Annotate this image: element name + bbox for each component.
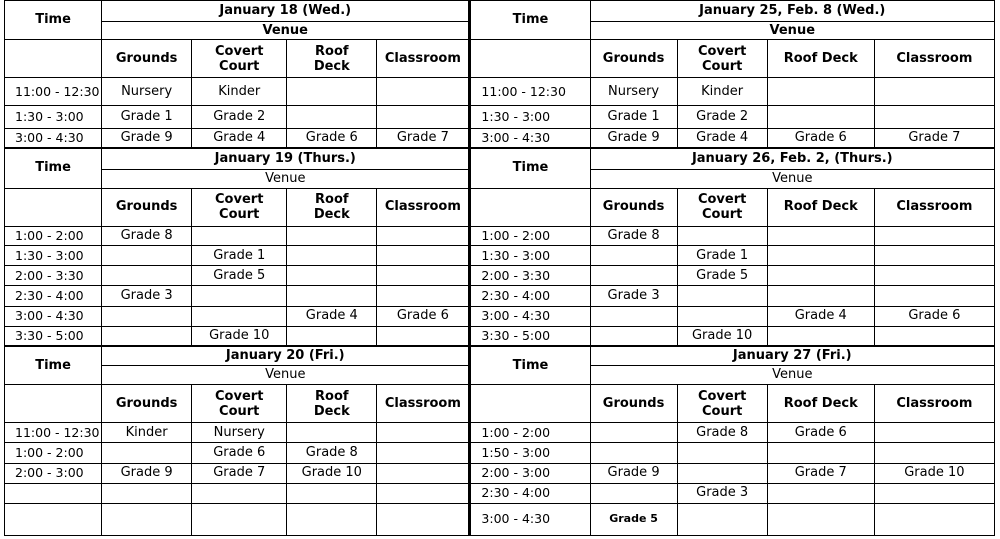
covert-cell bbox=[192, 227, 287, 246]
covert-cell: Grade 10 bbox=[192, 326, 287, 346]
time-header-blank bbox=[470, 385, 590, 423]
classroom-header: Classroom bbox=[377, 188, 470, 226]
classroom-cell bbox=[377, 463, 470, 483]
grounds-cell: Grade 5 bbox=[590, 503, 677, 535]
covert-cell bbox=[677, 443, 767, 463]
classroom-cell bbox=[874, 78, 994, 106]
grounds-cell bbox=[102, 306, 192, 326]
covert-court-header bbox=[192, 40, 287, 78]
grounds-cell bbox=[590, 306, 677, 326]
roof-cell bbox=[767, 443, 874, 463]
classroom-cell bbox=[377, 106, 470, 129]
table-row bbox=[5, 443, 995, 463]
classroom-header: Classroom bbox=[874, 188, 994, 226]
covert-court-header bbox=[192, 188, 287, 226]
grounds-cell: Grade 1 bbox=[102, 106, 192, 129]
classroom-cell: Grade 10 bbox=[874, 463, 994, 483]
covert-cell bbox=[192, 286, 287, 306]
time-header: Time bbox=[5, 346, 102, 384]
classroom-cell bbox=[874, 106, 994, 129]
date-heading: January 27 (Fri.) bbox=[590, 346, 994, 365]
time-slot: 3:00 - 4:30 bbox=[5, 129, 102, 148]
header-line: Roof bbox=[315, 43, 349, 59]
grounds-cell: Grade 3 bbox=[590, 286, 677, 306]
time-header-blank bbox=[470, 188, 590, 226]
classroom-cell bbox=[377, 423, 470, 443]
roof-cell bbox=[767, 266, 874, 286]
time-header: Time bbox=[470, 1, 590, 40]
venue-label: Venue bbox=[102, 169, 470, 188]
grounds-cell bbox=[590, 246, 677, 266]
table-row bbox=[5, 227, 995, 246]
grounds-header: Grounds bbox=[102, 385, 192, 423]
time-header: Time bbox=[5, 1, 102, 40]
time-slot: 11:00 - 12:30 bbox=[5, 423, 102, 443]
covert-cell: Grade 1 bbox=[677, 246, 767, 266]
covert-cell bbox=[192, 503, 287, 535]
header-line: Deck bbox=[313, 58, 350, 74]
roof-cell bbox=[287, 266, 377, 286]
roof-cell bbox=[767, 286, 874, 306]
time-header-blank bbox=[5, 40, 102, 78]
classroom-cell bbox=[874, 483, 994, 503]
covert-court-header bbox=[192, 385, 287, 423]
classroom-cell: Grade 7 bbox=[377, 129, 470, 148]
venue-label: Venue bbox=[590, 22, 994, 40]
roof-cell bbox=[287, 503, 377, 535]
roof-cell: Grade 6 bbox=[767, 129, 874, 148]
classroom-cell bbox=[377, 266, 470, 286]
date-heading: January 19 (Thurs.) bbox=[102, 148, 470, 169]
classroom-cell bbox=[874, 227, 994, 246]
classroom-cell: Grade 6 bbox=[377, 306, 470, 326]
venue-label: Venue bbox=[102, 365, 470, 384]
grounds-cell bbox=[102, 326, 192, 346]
roof-deck-header bbox=[287, 188, 377, 226]
time-slot bbox=[5, 483, 102, 503]
time-slot bbox=[5, 503, 102, 535]
roof-cell bbox=[767, 483, 874, 503]
time-header-blank bbox=[5, 188, 102, 226]
table-row bbox=[5, 78, 995, 106]
time-slot: 2:30 - 4:00 bbox=[470, 483, 590, 503]
date-heading: January 18 (Wed.) bbox=[102, 1, 470, 22]
table-row bbox=[5, 423, 995, 443]
header-line: Deck bbox=[313, 403, 350, 419]
covert-cell bbox=[677, 306, 767, 326]
time-slot: 3:00 - 4:30 bbox=[5, 306, 102, 326]
covert-cell bbox=[192, 483, 287, 503]
time-slot: 2:00 - 3:30 bbox=[470, 266, 590, 286]
covert-court-header bbox=[677, 40, 767, 78]
time-slot: 1:00 - 2:00 bbox=[470, 227, 590, 246]
classroom-cell bbox=[377, 286, 470, 306]
header-line: Covert bbox=[215, 192, 264, 208]
roof-cell bbox=[767, 227, 874, 246]
classroom-cell bbox=[377, 503, 470, 535]
date-heading: January 25, Feb. 8 (Wed.) bbox=[590, 1, 994, 22]
classroom-cell bbox=[874, 503, 994, 535]
table-row bbox=[5, 106, 995, 129]
time-slot: 3:00 - 4:30 bbox=[470, 129, 590, 148]
time-header: Time bbox=[470, 148, 590, 188]
classroom-cell bbox=[874, 423, 994, 443]
classroom-cell bbox=[377, 483, 470, 503]
covert-cell: Kinder bbox=[192, 78, 287, 106]
time-slot: 2:30 - 4:00 bbox=[470, 286, 590, 306]
date-heading: January 20 (Fri.) bbox=[102, 346, 470, 365]
time-slot: 3:30 - 5:00 bbox=[5, 326, 102, 346]
roof-cell: Grade 10 bbox=[287, 463, 377, 483]
roof-cell bbox=[767, 246, 874, 266]
header-line: Court bbox=[701, 58, 743, 74]
covert-cell: Grade 1 bbox=[192, 246, 287, 266]
roof-cell bbox=[287, 246, 377, 266]
schedule-table bbox=[4, 0, 995, 536]
grounds-cell: Nursery bbox=[102, 78, 192, 106]
header-line: Court bbox=[219, 207, 260, 223]
time-slot: 1:50 - 3:00 bbox=[470, 443, 590, 463]
roof-cell bbox=[287, 78, 377, 106]
grounds-cell bbox=[590, 423, 677, 443]
roof-cell: Grade 7 bbox=[767, 463, 874, 483]
time-slot: 2:00 - 3:00 bbox=[5, 463, 102, 483]
time-header-blank bbox=[470, 40, 590, 78]
grounds-header: Grounds bbox=[102, 40, 192, 78]
table-row bbox=[5, 463, 995, 483]
table-row bbox=[5, 326, 995, 346]
grounds-cell: Kinder bbox=[102, 423, 192, 443]
time-slot: 1:30 - 3:00 bbox=[470, 246, 590, 266]
classroom-header: Classroom bbox=[377, 40, 470, 78]
grounds-header: Grounds bbox=[590, 40, 677, 78]
roof-deck-header: Roof Deck bbox=[767, 385, 874, 423]
classroom-cell bbox=[874, 266, 994, 286]
table-row bbox=[5, 246, 995, 266]
covert-cell: Grade 10 bbox=[677, 326, 767, 346]
roof-deck-header bbox=[287, 40, 377, 78]
grounds-cell bbox=[102, 503, 192, 535]
time-slot: 1:00 - 2:00 bbox=[5, 443, 102, 463]
classroom-cell bbox=[874, 326, 994, 346]
classroom-cell bbox=[377, 78, 470, 106]
covert-cell bbox=[677, 463, 767, 483]
grounds-cell bbox=[590, 443, 677, 463]
grounds-header: Grounds bbox=[590, 188, 677, 226]
time-slot: 2:00 - 3:30 bbox=[5, 266, 102, 286]
roof-deck-header: Roof Deck bbox=[767, 40, 874, 78]
grounds-cell bbox=[102, 246, 192, 266]
time-slot: 3:00 - 4:30 bbox=[470, 306, 590, 326]
time-slot: 1:30 - 3:00 bbox=[5, 246, 102, 266]
time-slot: 1:30 - 3:00 bbox=[470, 106, 590, 129]
classroom-cell bbox=[874, 286, 994, 306]
header-line: Court bbox=[219, 403, 260, 419]
grounds-cell: Nursery bbox=[590, 78, 677, 106]
time-slot: 2:00 - 3:00 bbox=[470, 463, 590, 483]
classroom-cell bbox=[377, 326, 470, 346]
time-slot: 11:00 - 12:30 bbox=[5, 78, 102, 106]
covert-cell: Grade 5 bbox=[192, 266, 287, 286]
header-line: Covert bbox=[215, 43, 264, 59]
grounds-cell: Grade 9 bbox=[102, 463, 192, 483]
roof-cell bbox=[287, 227, 377, 246]
grounds-header: Grounds bbox=[102, 188, 192, 226]
roof-cell bbox=[767, 326, 874, 346]
time-slot: 3:30 - 5:00 bbox=[470, 326, 590, 346]
covert-cell bbox=[677, 227, 767, 246]
grounds-cell: Grade 9 bbox=[590, 129, 677, 148]
venue-label: Venue bbox=[102, 22, 470, 40]
header-line: Covert bbox=[215, 388, 264, 404]
roof-cell bbox=[287, 483, 377, 503]
table-row bbox=[5, 503, 995, 535]
covert-cell bbox=[192, 306, 287, 326]
header-line: Covert bbox=[697, 43, 747, 59]
covert-cell: Nursery bbox=[192, 423, 287, 443]
covert-cell: Grade 6 bbox=[192, 443, 287, 463]
covert-cell: Kinder bbox=[677, 78, 767, 106]
roof-cell: Grade 4 bbox=[767, 306, 874, 326]
roof-deck-header: Roof Deck bbox=[767, 188, 874, 226]
roof-cell: Grade 8 bbox=[287, 443, 377, 463]
covert-cell: Grade 3 bbox=[677, 483, 767, 503]
roof-cell bbox=[767, 106, 874, 129]
covert-cell: Grade 7 bbox=[192, 463, 287, 483]
table-row bbox=[5, 286, 995, 306]
time-header: Time bbox=[470, 346, 590, 384]
roof-cell: Grade 6 bbox=[287, 129, 377, 148]
grounds-cell bbox=[102, 266, 192, 286]
classroom-header: Classroom bbox=[874, 385, 994, 423]
header-line: Court bbox=[701, 207, 743, 223]
roof-cell bbox=[287, 326, 377, 346]
roof-deck-header bbox=[287, 385, 377, 423]
venue-label: Venue bbox=[590, 169, 994, 188]
grounds-cell: Grade 8 bbox=[590, 227, 677, 246]
time-slot: 3:00 - 4:30 bbox=[470, 503, 590, 535]
roof-cell bbox=[287, 106, 377, 129]
covert-cell: Grade 2 bbox=[677, 106, 767, 129]
covert-cell: Grade 5 bbox=[677, 266, 767, 286]
header-line: Deck bbox=[313, 207, 350, 223]
time-slot: 1:30 - 3:00 bbox=[5, 106, 102, 129]
time-slot: 1:00 - 2:00 bbox=[470, 423, 590, 443]
time-slot: 2:30 - 4:00 bbox=[5, 286, 102, 306]
header-line: Court bbox=[219, 58, 260, 74]
grounds-cell: Grade 3 bbox=[102, 286, 192, 306]
covert-cell: Grade 4 bbox=[677, 129, 767, 148]
header-line: Court bbox=[701, 403, 743, 419]
table-row bbox=[5, 129, 995, 148]
classroom-cell: Grade 6 bbox=[874, 306, 994, 326]
grounds-cell bbox=[590, 326, 677, 346]
classroom-cell bbox=[874, 246, 994, 266]
classroom-cell: Grade 7 bbox=[874, 129, 994, 148]
covert-cell: Grade 8 bbox=[677, 423, 767, 443]
grounds-cell bbox=[590, 483, 677, 503]
grounds-cell bbox=[102, 483, 192, 503]
covert-court-header bbox=[677, 188, 767, 226]
roof-cell bbox=[287, 423, 377, 443]
venue-label: Venue bbox=[590, 365, 994, 384]
header-line: Roof bbox=[315, 192, 349, 208]
table-row bbox=[5, 483, 995, 503]
time-header-blank bbox=[5, 385, 102, 423]
time-slot: 1:00 - 2:00 bbox=[5, 227, 102, 246]
covert-cell bbox=[677, 286, 767, 306]
classroom-cell bbox=[874, 443, 994, 463]
grounds-cell: Grade 9 bbox=[102, 129, 192, 148]
covert-cell: Grade 2 bbox=[192, 106, 287, 129]
grounds-header: Grounds bbox=[590, 385, 677, 423]
date-heading: January 26, Feb. 2, (Thurs.) bbox=[590, 148, 994, 169]
header-line: Covert bbox=[697, 388, 747, 404]
header-line: Covert bbox=[697, 192, 747, 208]
classroom-cell bbox=[377, 246, 470, 266]
covert-cell: Grade 4 bbox=[192, 129, 287, 148]
table-row bbox=[5, 306, 995, 326]
roof-cell bbox=[287, 286, 377, 306]
covert-court-header bbox=[677, 385, 767, 423]
roof-cell: Grade 4 bbox=[287, 306, 377, 326]
header-line: Roof bbox=[315, 388, 349, 404]
table-row bbox=[5, 266, 995, 286]
classroom-cell bbox=[377, 443, 470, 463]
classroom-header: Classroom bbox=[377, 385, 470, 423]
grounds-cell: Grade 8 bbox=[102, 227, 192, 246]
time-header: Time bbox=[5, 148, 102, 188]
roof-cell bbox=[767, 78, 874, 106]
grounds-cell: Grade 9 bbox=[590, 463, 677, 483]
classroom-header: Classroom bbox=[874, 40, 994, 78]
grounds-cell bbox=[590, 266, 677, 286]
time-slot: 11:00 - 12:30 bbox=[470, 78, 590, 106]
classroom-cell bbox=[377, 227, 470, 246]
covert-cell bbox=[677, 503, 767, 535]
roof-cell bbox=[767, 503, 874, 535]
roof-cell: Grade 6 bbox=[767, 423, 874, 443]
grounds-cell: Grade 1 bbox=[590, 106, 677, 129]
grounds-cell bbox=[102, 443, 192, 463]
